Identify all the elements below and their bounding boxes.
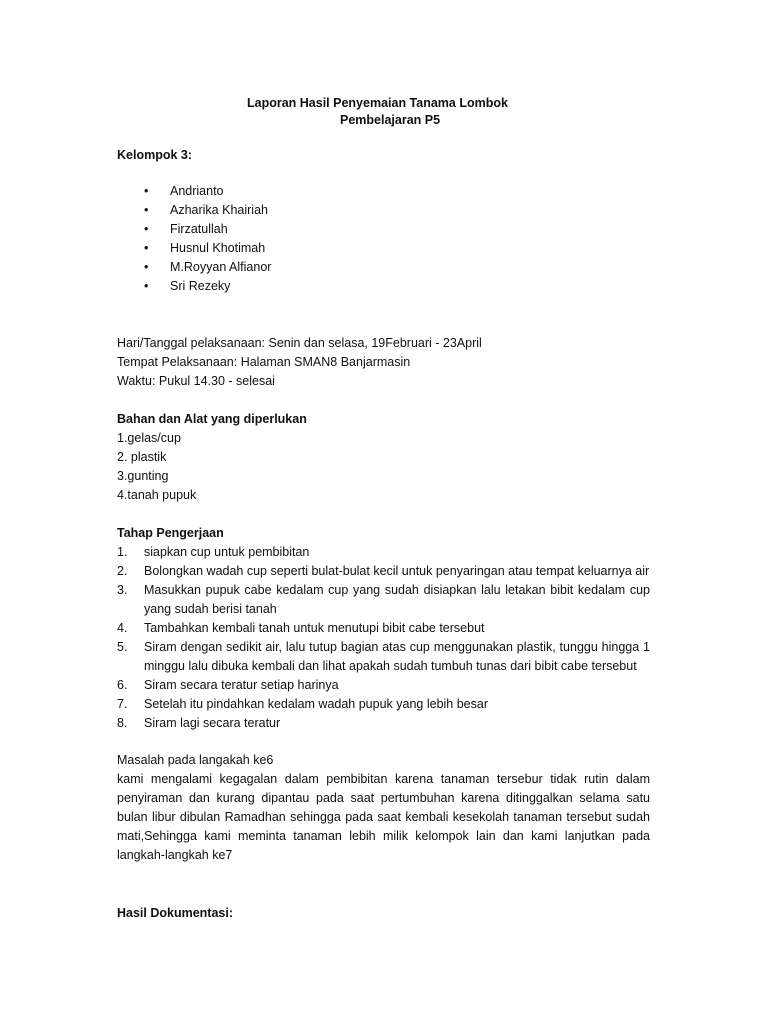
materials-heading: Bahan dan Alat yang diperlukan <box>117 412 307 426</box>
step-number: 4. <box>117 621 128 635</box>
member-item: M.Royyan Alfianor <box>170 260 272 274</box>
bullet-icon: • <box>144 241 149 255</box>
material-item: 4.tanah pupuk <box>117 488 197 502</box>
member-item: Andrianto <box>170 184 224 198</box>
info-time: Waktu: Pukul 14.30 - selesai <box>117 374 275 388</box>
step-number: 5. <box>117 640 128 654</box>
step-text: Masukkan pupuk cabe kedalam cup yang sudah disiapkan lalu letakan bibit kedalam cup yang sudah berisi tanah <box>144 583 650 616</box>
step-number: 7. <box>117 697 128 711</box>
step-text: Bolongkan wadah cup seperti bulat-bulat kecil untuk penyaringan atau tempat keluarnya air <box>144 564 650 578</box>
documentation-heading: Hasil Dokumentasi: <box>117 906 234 920</box>
steps-heading: Tahap Pengerjaan <box>117 526 224 540</box>
step-number: 1. <box>117 545 128 559</box>
step-text: Tambahkan kembali tanah untuk menutupi bibit cabe tersebut <box>144 621 485 635</box>
material-item: 1.gelas/cup <box>117 431 181 445</box>
info-place: Tempat Pelaksanaan: Halaman SMAN8 Banjarmasin <box>117 355 411 369</box>
member-item: Husnul Khotimah <box>170 241 266 255</box>
step-text: Siram lagi secara teratur <box>144 716 281 730</box>
member-item: Firzatullah <box>170 222 228 236</box>
bullet-icon: • <box>144 203 149 217</box>
step-number: 6. <box>117 678 128 692</box>
document-subtitle: Pembelajaran P5 <box>340 113 441 127</box>
material-item: 2. plastik <box>117 450 167 464</box>
step-number: 3. <box>117 583 128 597</box>
step-number: 2. <box>117 564 128 578</box>
document-title: Laporan Hasil Penyemaian Tanama Lombok <box>247 96 508 110</box>
group-heading: Kelompok 3: <box>117 148 193 162</box>
step-text: siapkan cup untuk pembibitan <box>144 545 310 559</box>
step-text: Setelah itu pindahkan kedalam wadah pupuk yang lebih besar <box>144 697 488 711</box>
step-number: 8. <box>117 716 128 730</box>
bullet-icon: • <box>144 279 149 293</box>
member-item: Azharika Khairiah <box>170 203 268 217</box>
material-item: 3.gunting <box>117 469 169 483</box>
problem-heading: Masalah pada langakah ke6 <box>117 753 274 767</box>
bullet-icon: • <box>144 222 149 236</box>
bullet-icon: • <box>144 260 149 274</box>
step-text: Siram dengan sedikit air, lalu tutup bagian atas cup menggunakan plastik, tunggu hingga 1 minggu lalu dibuka kembali dan lihat apakah sudah tumbuh tunas dari bibit cabe tersebut <box>144 640 650 673</box>
member-item: Sri Rezeky <box>170 279 231 293</box>
problem-paragraph: kami mengalami kegagalan dalam pembibitan karena tanaman tersebur tidak rutin dalam penyiraman dan kurang dipantau pada saat pertumbuhan karena ditinggalkan selama satu bulan libur dibulan Ramadhan sehingga pada saat kembali kesekolah tanaman tersebut sudah mati,Sehingga kami meminta tanaman lebih milik kelompok lain dan kami lanjutkan pada langkah-langkah ke7 <box>117 772 650 863</box>
step-text: Siram secara teratur setiap harinya <box>144 678 339 692</box>
bullet-icon: • <box>144 184 149 198</box>
info-date: Hari/Tanggal pelaksanaan: Senin dan selasa, 19Februari - 23April <box>117 336 482 350</box>
